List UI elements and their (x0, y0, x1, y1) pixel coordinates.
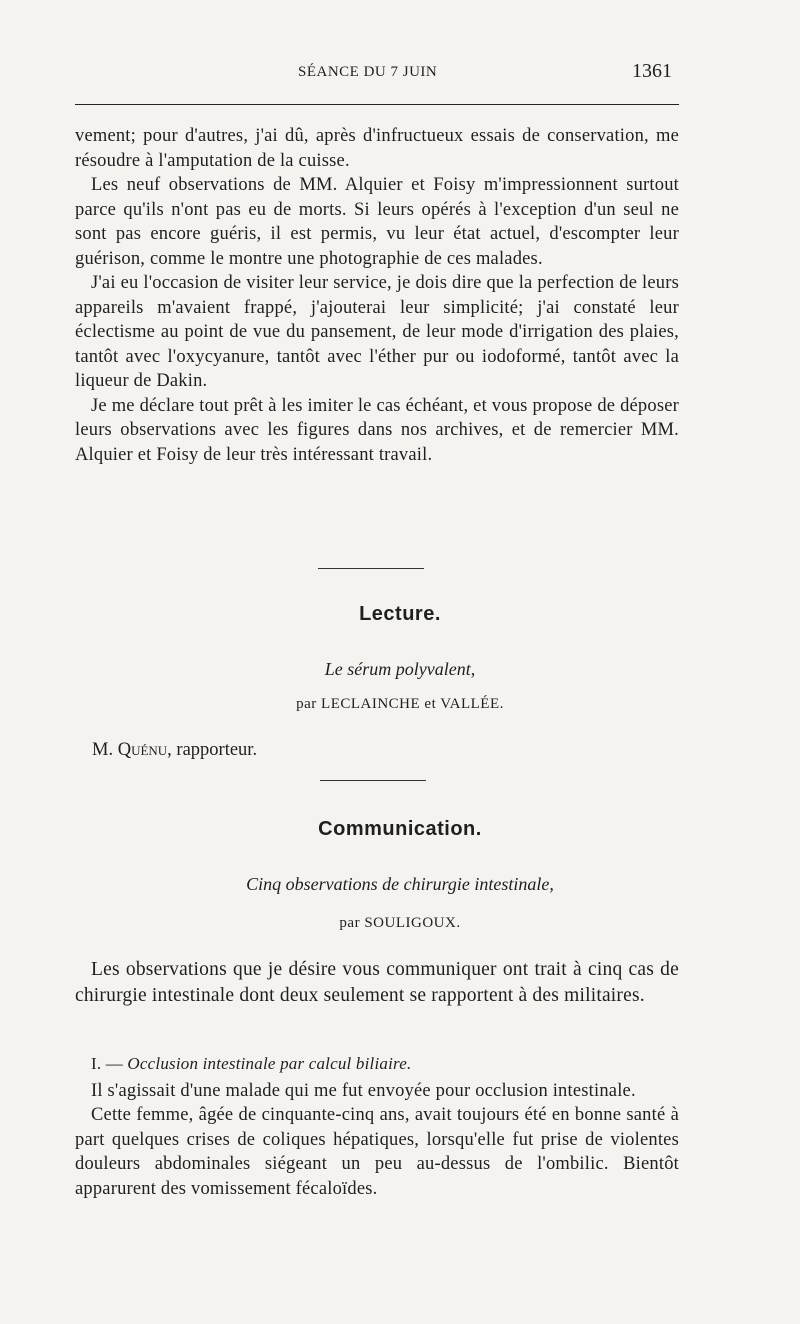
communication-intro: Les observations que je désire vous communiquer ont trait à cinq cas de chirurgie intestinale dont deux seulement se rapportent à des militaires. (75, 959, 679, 1006)
paragraph-1: vement; pour d'autres, j'ai dû, après d'infructueux essais de conservation, me résoudre à l'amputation de la cuisse. (75, 126, 679, 171)
page-number: 1361 (632, 60, 672, 82)
case-paragraph-2: Cette femme, âgée de cinquante-cinq ans, avait toujours été en bonne santé à part quelques crises de coliques hépatiques, lorsqu'elle fut prise de violentes douleurs abdominales siégeant un peu au-dessus de l'ombilic. Bientôt apparurent des vomissement fécaloïdes. (75, 1105, 679, 1199)
paragraph-3: J'ai eu l'occasion de visiter leur service, je dois dire que la perfection de leurs appareils m'avaient frappé, j'ajouterai leur simplicité; j'ai constaté leur éclectisme au point de vue du pansement, de leur mode d'irrigation des plaies, tantôt avec l'oxycyanure, tantôt avec l'éther pur ou iodoformé, tantôt avec la liqueur de Dakin. (75, 273, 679, 391)
paragraph-4: Je me déclare tout prêt à les imiter le cas échéant, et vous propose de déposer leurs observations avec les figures dans nos archives, et de remercier MM. Alquier et Foisy de leur très intéressant travail. (75, 395, 679, 465)
section-separator-1 (318, 568, 424, 569)
section-separator-2 (320, 780, 426, 781)
continued-text (75, 124, 679, 467)
communication-intro-block (75, 957, 679, 1009)
case-number: I. — (91, 1054, 128, 1073)
communication-title: Cinq observations de chirurgie intestinale, (246, 874, 554, 894)
header-rule (75, 104, 679, 105)
rapporteur-suffix: , rapporteur. (167, 740, 258, 760)
running-title: SÉANCE DU 7 JUIN (298, 64, 438, 80)
communication-heading: Communication. (318, 818, 482, 840)
case-heading (75, 1052, 679, 1077)
rapporteur-prefix: M. (92, 740, 118, 760)
case-title: Occlusion intestinale par calcul biliaire. (127, 1054, 412, 1073)
case-1-block (75, 1052, 679, 1201)
lecture-title: Le sérum polyvalent, (324, 659, 476, 679)
rapporteur-name: Quénu (117, 740, 168, 760)
paragraph-2: Les neuf observations de MM. Alquier et Foisy m'impressionnent surtout parce qu'ils n'ont pas eu de morts. Si leurs opérés à l'exception d'un seul ne sont pas encore guéris, il est permis, vu leur état actuel, d'escompter leur guérison, comme le montre une photographie de ces malades. (75, 175, 679, 269)
communication-author: par SOULIGOUX. (339, 915, 461, 931)
lecture-authors: par LECLAINCHE et VALLÉE. (296, 696, 504, 712)
case-paragraph-1: Il s'agissait d'une malade qui me fut envoyée pour occlusion intestinale. (91, 1080, 636, 1101)
lecture-heading: Lecture. (359, 603, 441, 625)
rapporteur-line (92, 740, 257, 761)
